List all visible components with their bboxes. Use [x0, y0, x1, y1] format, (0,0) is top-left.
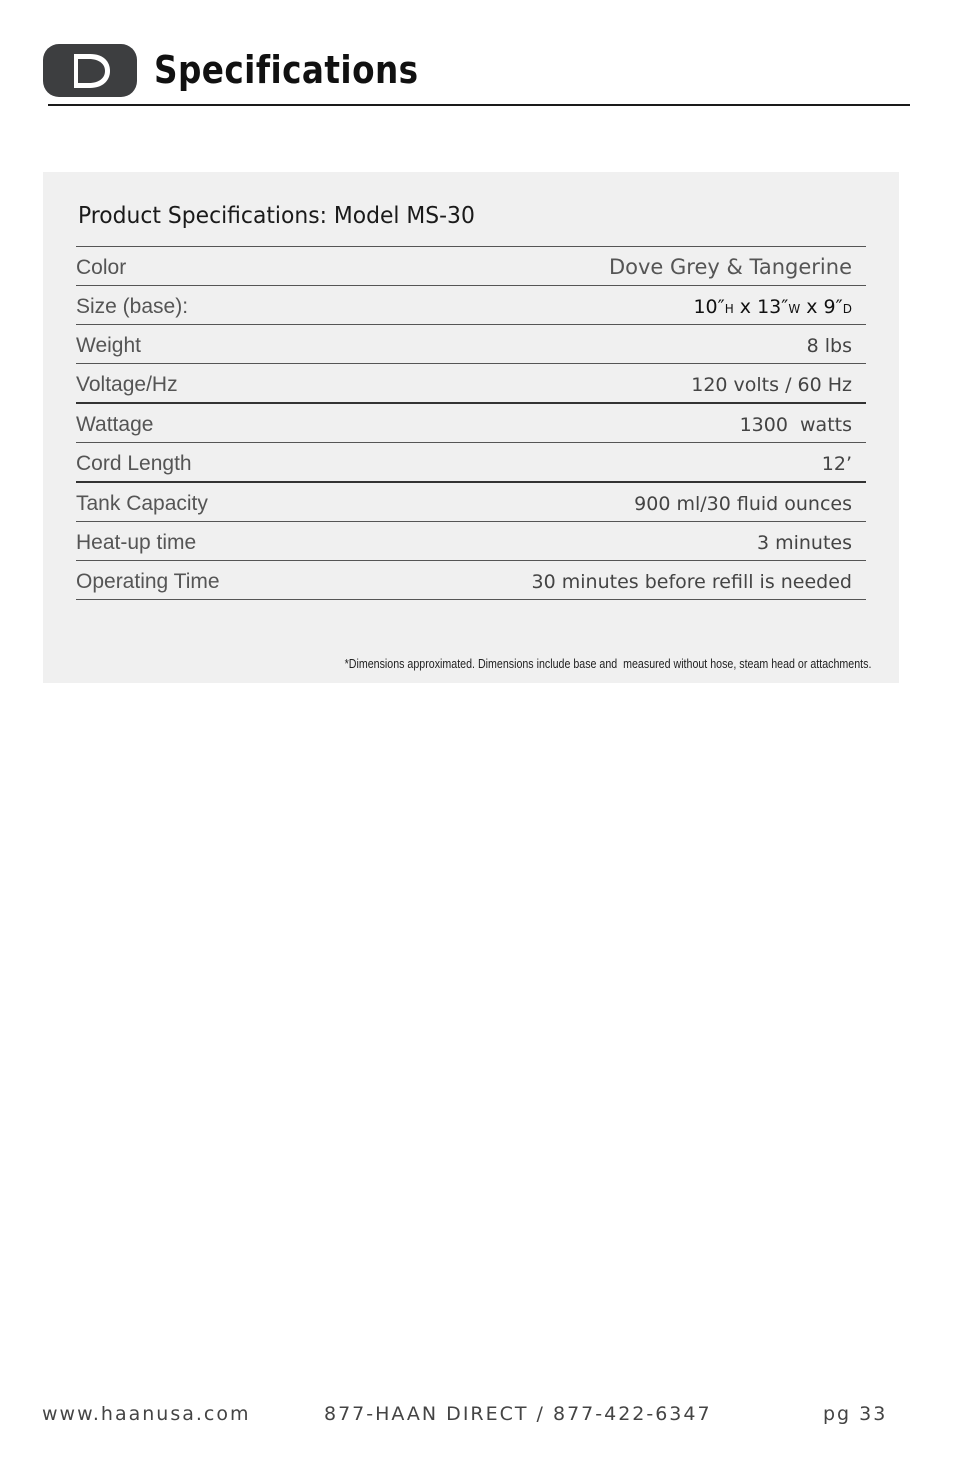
spec-heading: Product Specifications: Model MS-30 [78, 203, 475, 229]
spec-label: Voltage/Hz [76, 373, 178, 396]
spec-table [76, 246, 866, 600]
table-row [76, 246, 866, 285]
header-divider [48, 104, 910, 106]
table-row [76, 402, 866, 442]
spec-label: Cord Length [76, 452, 192, 475]
table-row [76, 324, 866, 363]
spec-label: Tank Capacity [76, 492, 208, 515]
brand-logo-badge [43, 44, 137, 97]
table-row [76, 285, 866, 324]
spec-value: 3 minutes [756, 532, 852, 554]
dimensions-footnote: *Dimensions approximated. Dimensions include base and measured without hose, steam head or attachments. [344, 656, 871, 671]
spec-label: Color [76, 256, 127, 279]
size-height-unit: H [724, 302, 734, 316]
table-row [76, 442, 866, 481]
size-width-unit: W [788, 302, 801, 316]
page-number: pg 33 [823, 1403, 888, 1425]
table-row [76, 521, 866, 560]
spec-label: Wattage [76, 413, 154, 436]
table-row [76, 560, 866, 600]
spec-label: Heat-up time [76, 531, 197, 554]
spec-value: 1300 watts [739, 414, 852, 436]
size-width: x 13″ [733, 296, 789, 318]
spec-value: 900 ml/30 fluid ounces [634, 493, 852, 515]
table-row [76, 481, 866, 521]
spec-label: Weight [76, 334, 141, 357]
d-logo-icon [68, 50, 114, 92]
size-depth-unit: D [842, 302, 852, 316]
spec-value: 120 volts / 60 Hz [691, 374, 852, 396]
spec-value: Dove Grey & Tangerine [608, 255, 852, 279]
spec-label: Size (base): [76, 295, 189, 318]
size-height: 10″ [693, 296, 725, 318]
footer-phone: 877-HAAN DIRECT / 877-422-6347 [324, 1403, 712, 1425]
footer-website: www.haanusa.com [42, 1403, 251, 1425]
specifications-panel [43, 172, 899, 683]
page-title: Specifications [154, 48, 419, 92]
table-row [76, 363, 866, 402]
spec-value-size [693, 296, 852, 318]
spec-value: 30 minutes before refill is needed [531, 571, 852, 593]
spec-value: 8 lbs [806, 335, 852, 357]
spec-value: 12’ [821, 453, 852, 475]
spec-label: Operating Time [76, 570, 220, 593]
size-depth: x 9″ [800, 296, 843, 318]
